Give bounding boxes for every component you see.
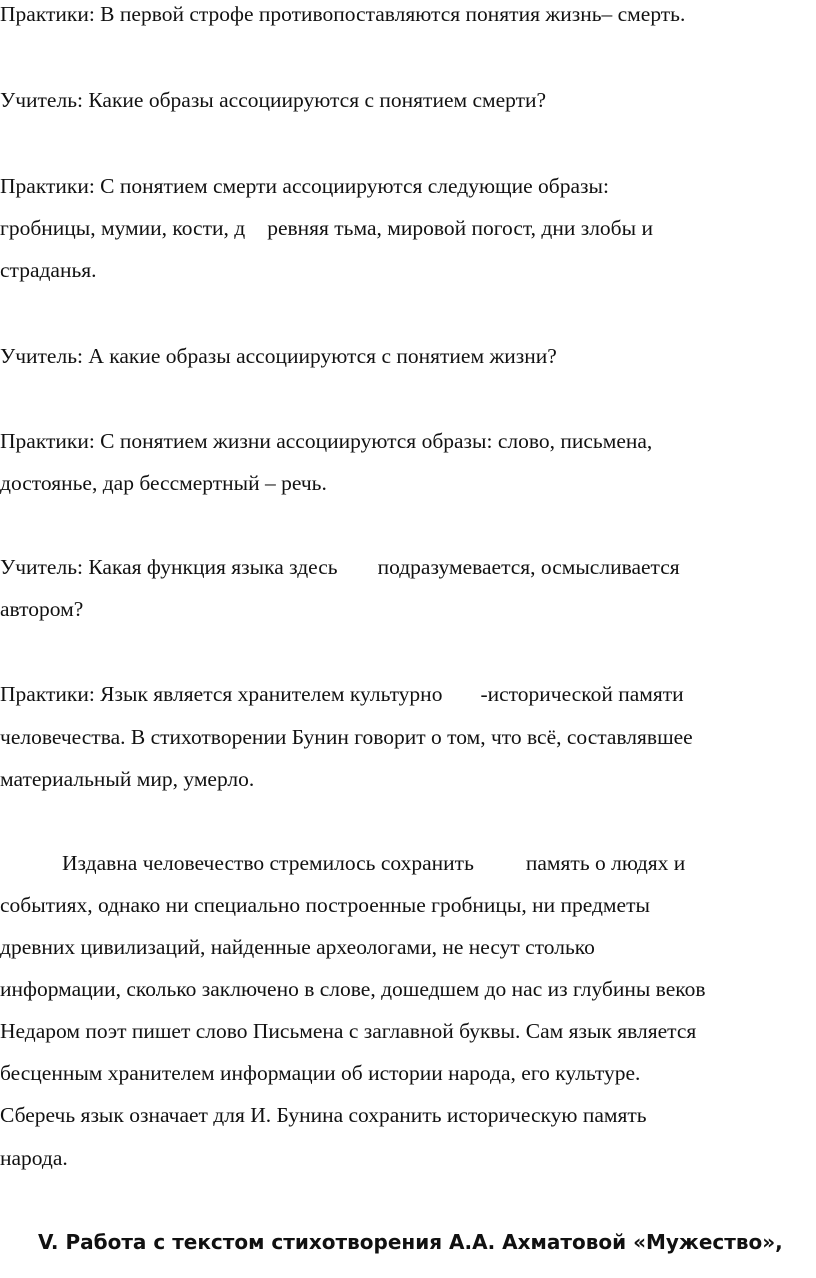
paragraph-line: бесценным хранителем информации об истории народа, его культуре. <box>0 1061 641 1085</box>
paragraph-line <box>0 557 680 579</box>
paragraph-line: Учитель: Какие образы ассоциируются с понятием смерти? <box>0 88 547 112</box>
text-fragment: Практики: Язык является хранителем культурно <box>0 682 443 706</box>
paragraph-line: Сберечь язык означает для И. Бунина сохранить историческую память <box>0 1103 647 1127</box>
paragraph-line <box>62 853 685 875</box>
paragraph-line: Учитель: А какие образы ассоциируются с понятием жизни? <box>0 344 557 368</box>
paragraph-line: достоянье, дар бессмертный – речь. <box>0 471 327 495</box>
paragraph-line: древних цивилизаций, найденные археологами, не несут столько <box>0 935 595 959</box>
text-fragment: ревняя тьма, мировой погост, дни злобы и <box>267 216 653 240</box>
paragraph-line <box>0 684 684 706</box>
text-fragment: -исторической памяти <box>480 682 684 706</box>
paragraph-line: информации, сколько заключено в слове, дошедшем до нас из глубины веков <box>0 977 706 1001</box>
text-fragment: Учитель: Какая функция языка здесь <box>0 555 338 579</box>
paragraph-line: Практики: С понятием смерти ассоциируются следующие образы: <box>0 174 609 198</box>
paragraph-line <box>0 218 653 240</box>
paragraph-line: человечества. В стихотворении Бунин говорит о том, что всё, составлявшее <box>0 725 693 749</box>
text-fragment: Издавна человечество стремилось сохранить <box>62 851 474 875</box>
paragraph-line: страданья. <box>0 258 97 282</box>
paragraph-line: автором? <box>0 597 84 621</box>
paragraph-line: Практики: С понятием жизни ассоциируются образы: слово, письмена, <box>0 429 653 453</box>
text-fragment: подразумевается, осмысливается <box>377 555 680 579</box>
text-fragment: память о людях и <box>525 851 686 875</box>
section-heading: V. Работа с текстом стихотворения А.А. Ахматовой «Мужество», <box>38 1230 783 1254</box>
paragraph-line: событиях, однако ни специально построенные гробницы, ни предметы <box>0 893 650 917</box>
text-fragment: гробницы, мумии, кости, д <box>0 216 246 240</box>
paragraph-line: народа. <box>0 1146 68 1170</box>
paragraph-line: Практики: В первой строфе противопоставляются понятия жизнь– смерть. <box>0 2 686 26</box>
paragraph-line: материальный мир, умерло. <box>0 767 255 791</box>
paragraph-line: Недаром поэт пишет слово Письмена с заглавной буквы. Сам язык является <box>0 1019 697 1043</box>
